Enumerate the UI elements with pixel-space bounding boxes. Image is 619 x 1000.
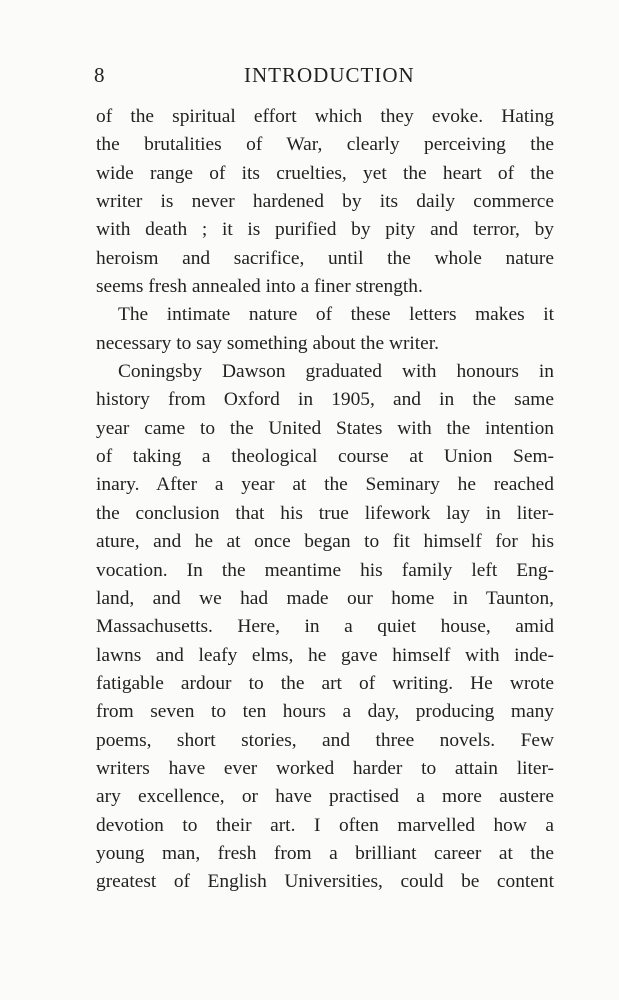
text-line: lawns and leafy elms, he gave himself with inde- <box>96 644 554 666</box>
text-line: devotion to their art. I often marvelled how a <box>96 814 554 836</box>
text-line: of the spiritual effort which they evoke. Hating <box>96 106 554 127</box>
text-line: wide range of its cruelties, yet the heart of the <box>96 162 554 184</box>
text-line: greatest of English Universities, could be content <box>96 871 554 893</box>
text-line: writer is never hardened by its daily commerce <box>96 191 554 213</box>
text-line: heroism and sacrifice, until the whole nature <box>96 247 554 269</box>
body-text <box>96 103 554 897</box>
text-line: necessary to say something about the writer. <box>96 332 440 354</box>
text-line: Massachusetts. Here, in a quiet house, amid <box>96 616 554 638</box>
text-line: year came to the United States with the intention <box>96 417 554 439</box>
text-line: young man, fresh from a brilliant career at the <box>96 842 554 864</box>
text-line: ary excellence, or have practised a more austere <box>96 786 554 808</box>
text-line: history from Oxford in 1905, and in the same <box>96 389 554 411</box>
text-line: from seven to ten hours a day, producing many <box>96 701 554 723</box>
text-line: of taking a theological course at Union Sem- <box>96 446 554 468</box>
text-line: with death ; it is purified by pity and terror, by <box>96 219 554 241</box>
text-line: seems fresh annealed into a finer strength. <box>96 276 423 298</box>
text-line: The intimate nature of these letters makes it <box>118 304 554 326</box>
text-line: Coningsby Dawson graduated with honours in <box>118 361 554 383</box>
page-header <box>94 63 554 93</box>
text-line: poems, short stories, and three novels. Few <box>96 729 554 751</box>
text-line: the brutalities of War, clearly perceiving the <box>96 134 554 156</box>
text-line: writers have ever worked harder to attain liter- <box>96 757 554 779</box>
text-line: vocation. In the meantime his family left Eng- <box>96 559 554 581</box>
text-line: ature, and he at once began to fit himself for his <box>96 531 554 553</box>
running-head: INTRODUCTION <box>244 63 415 87</box>
page-number: 8 <box>94 63 105 87</box>
text-line: land, and we had made our home in Taunton, <box>96 587 554 609</box>
text-line: fatigable ardour to the art of writing. He wrote <box>96 672 554 694</box>
text-line: inary. After a year at the Seminary he reached <box>96 474 554 496</box>
text-line: the conclusion that his true lifework lay in liter- <box>96 502 554 524</box>
